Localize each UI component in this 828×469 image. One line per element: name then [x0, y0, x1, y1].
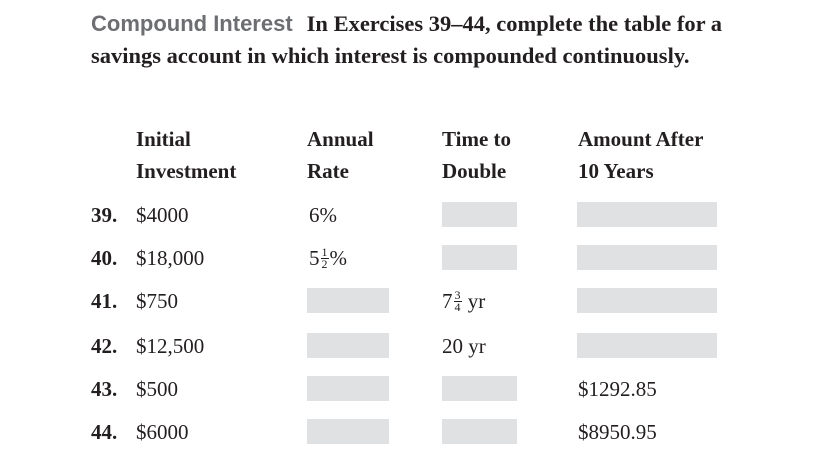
row-40-rate — [309, 246, 347, 272]
header-time-to-double — [442, 123, 511, 187]
header-rate-line1: Annual — [307, 127, 374, 151]
row-42-investment: $12,500 — [136, 334, 205, 358]
row-42-number: 42. — [91, 334, 118, 358]
row-39-investment: $4000 — [136, 203, 189, 227]
row-41-investment: $750 — [136, 289, 178, 313]
row-41-double-whole: 7 — [442, 289, 453, 313]
row-40-rate-fraction — [321, 244, 329, 271]
row-43-investment: $500 — [136, 377, 178, 401]
row-39-amount-blank — [577, 202, 717, 227]
header-double-line2: Double — [442, 159, 507, 183]
row-41-rate-blank — [307, 288, 389, 313]
row-41-double-suffix: yr — [462, 289, 486, 313]
row-41-double-frac-num: 3 — [454, 287, 461, 302]
row-44-double-blank — [442, 419, 517, 444]
row-40-rate-frac-num: 1 — [321, 244, 328, 259]
row-40-number: 40. — [91, 246, 118, 270]
row-40-double-blank — [442, 245, 517, 270]
row-43-amount: $1292.85 — [578, 377, 657, 401]
header-double-line1: Time to — [442, 127, 512, 151]
row-43-rate-blank — [307, 376, 389, 401]
row-39-double-blank — [442, 202, 517, 227]
row-42-double: 20 yr — [442, 334, 486, 358]
header-amount-line2: 10 Years — [578, 159, 654, 183]
row-42-rate-blank — [307, 333, 389, 358]
row-40-rate-suffix: % — [329, 246, 347, 270]
intro-text: In Exercises 39–44, complete the table for a savings account in which interest is compounded continuously. — [91, 11, 723, 68]
row-41-double — [442, 289, 485, 315]
row-40-rate-whole: 5 — [309, 246, 320, 270]
row-41-double-frac-den: 4 — [454, 299, 461, 314]
header-initial-line2: Investment — [136, 159, 237, 183]
row-41-double-fraction — [454, 287, 462, 314]
row-40-rate-frac-den: 2 — [321, 256, 328, 271]
row-40-amount-blank — [577, 245, 717, 270]
row-44-amount: $8950.95 — [578, 420, 657, 444]
row-44-rate-blank — [307, 419, 389, 444]
row-39-number: 39. — [91, 203, 118, 227]
header-initial-line1: Initial — [136, 127, 191, 151]
row-43-double-blank — [442, 376, 517, 401]
row-39-rate: 6% — [309, 203, 337, 227]
header-amount-line1: Amount After — [578, 127, 704, 151]
header-rate-line2: Rate — [307, 159, 349, 183]
row-41-amount-blank — [577, 288, 717, 313]
topic-label: Compound Interest — [91, 11, 293, 36]
header-annual-rate — [307, 123, 374, 187]
row-40-investment: $18,000 — [136, 246, 205, 270]
row-43-number: 43. — [91, 377, 118, 401]
header-amount-after-10-years — [578, 123, 703, 187]
row-42-amount-blank — [577, 333, 717, 358]
row-44-number: 44. — [91, 420, 118, 444]
header-initial-investment — [136, 123, 236, 187]
exercise-intro — [91, 8, 791, 72]
row-44-investment: $6000 — [136, 420, 189, 444]
row-41-number: 41. — [91, 289, 118, 313]
